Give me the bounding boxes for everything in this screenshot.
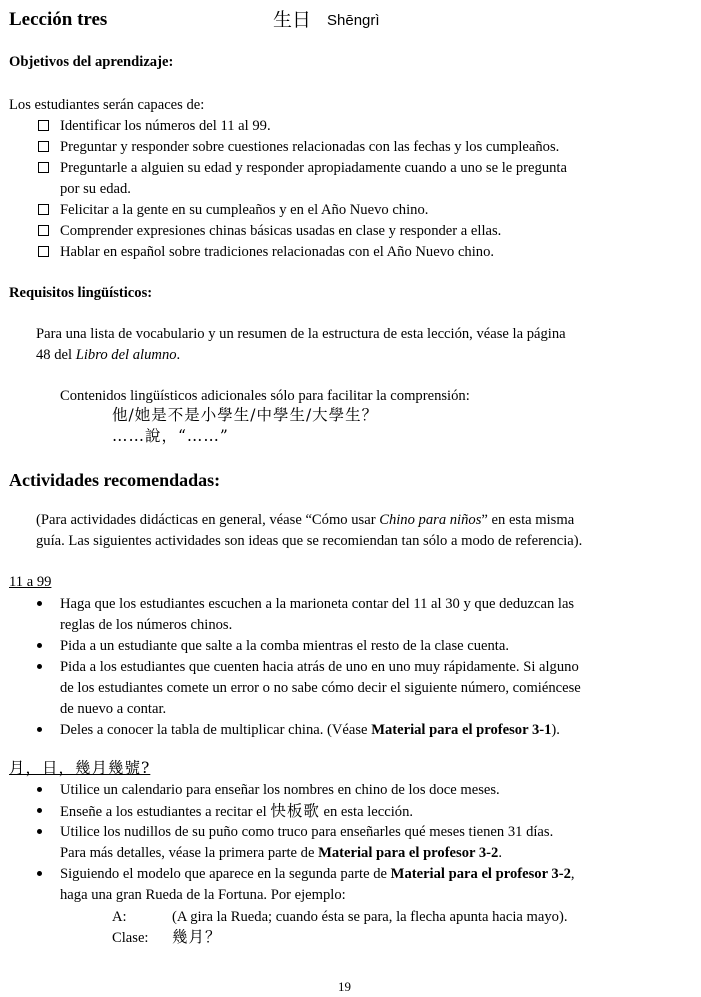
list-item-part: Deles a conocer la tabla de multiplicar china. (Véase <box>60 722 372 738</box>
list-item-part: en esta lección. <box>319 804 414 820</box>
bullet-icon <box>37 643 42 648</box>
list-item: Haga que los estudiantes escuchen a la marioneta contar del 11 al 30 y que deduzcan las <box>60 596 575 612</box>
bullet-icon <box>37 871 42 876</box>
extra-content-intro: Contenidos lingüísticos adicionales sólo para facilitar la comprensión: <box>60 388 470 404</box>
bullet-icon <box>37 787 42 792</box>
list-item-continued: de nuevo a contar. <box>60 701 167 717</box>
list-item: Utilice un calendario para enseñar los nombres en chino de los doce meses. <box>60 782 500 798</box>
section-dates-heading: 月，日，幾月幾號? <box>9 759 151 777</box>
list-item-part: ). <box>551 722 560 738</box>
list-item: Pida a los estudiantes que cuenten hacia atrás de uno en uno muy rápidamente. Si alguno <box>60 659 579 675</box>
bullet-icon <box>37 808 42 813</box>
material-reference: Material para el profesor 3-1 <box>371 722 552 738</box>
list-item-part: Siguiendo el modelo que aparece en la segunda parte de <box>60 866 391 882</box>
objective-item-continued: por su edad. <box>60 181 131 197</box>
objective-item: Preguntar y responder sobre cuestiones relacionadas con las fechas y los cumpleaños. <box>60 139 560 155</box>
dialog-line: (A gira la Rueda; cuando ésta se para, la flecha apunta hacia mayo). <box>172 909 568 925</box>
checkbox-icon <box>38 204 49 215</box>
lesson-title-chinese: 生日 <box>273 9 312 31</box>
list-item-part: Enseñe a los estudiantes a recitar el <box>60 804 271 820</box>
material-reference: Material para el profesor 3-2 <box>390 866 571 882</box>
list-item-part: Para más detalles, véase la primera parte de <box>60 845 319 861</box>
note-part: ” en esta misma <box>481 512 575 528</box>
note-part: (Para actividades didácticas en general, véase “Cómo usar <box>36 512 380 528</box>
checkbox-icon <box>38 162 49 173</box>
list-item-part: . <box>498 845 502 861</box>
extra-content-chinese: 他/她是不是小學生/中學生/大學生？ <box>112 406 379 424</box>
checkbox-icon <box>38 246 49 257</box>
list-item <box>60 864 575 884</box>
requisitos-text-line2 <box>36 345 180 365</box>
requisitos-heading: Requisitos lingüísticos: <box>9 285 153 301</box>
requisitos-text: Para una lista de vocabulario y un resumen de la estructura de esta lección, véase la página <box>36 326 566 342</box>
list-item-continued: de los estudiantes comete un error o no sabe cómo decir el siguiente número, comiéncese <box>60 680 581 696</box>
list-item <box>60 801 413 822</box>
objective-item: Hablar en español sobre tradiciones relacionadas con el Año Nuevo chino. <box>60 244 495 260</box>
bullet-icon <box>37 601 42 606</box>
actividades-note-line2: guía. Las siguientes actividades son ideas que se recomiendan tan sólo a modo de referencia). <box>36 533 583 549</box>
list-item-continued <box>60 843 502 863</box>
list-item-continued: haga una gran Rueda de la Fortuna. Por ejemplo: <box>60 887 346 903</box>
chinese-term: 快板歌 <box>270 802 320 820</box>
list-item <box>60 720 560 740</box>
list-item-continued: reglas de los números chinos. <box>60 617 233 633</box>
objective-item: Comprender expresiones chinas básicas usadas en clase y responder a ellas. <box>60 223 502 239</box>
checkbox-icon <box>38 120 49 131</box>
requisitos-text-part: . <box>176 347 181 363</box>
requisitos-text-part: 48 del <box>36 347 76 363</box>
list-item-part: , <box>570 866 575 882</box>
checkbox-icon <box>38 141 49 152</box>
bullet-icon <box>37 727 42 732</box>
checkbox-icon <box>38 225 49 236</box>
material-reference: Material para el profesor 3-2 <box>318 845 499 861</box>
book-title: Libro del alumno <box>75 347 177 363</box>
bullet-icon <box>37 664 42 669</box>
dialog-speaker: A: <box>112 909 127 925</box>
objectives-heading: Objetivos del aprendizaje: <box>9 54 174 70</box>
extra-content-chinese: ……說，“……” <box>112 427 229 445</box>
objective-item: Felicitar a la gente en su cumpleaños y en el Año Nuevo chino. <box>60 202 429 218</box>
list-item: Pida a un estudiante que salte a la comba mientras el resto de la clase cuenta. <box>60 638 509 654</box>
bullet-icon <box>37 829 42 834</box>
section-numbers-heading: 11 a 99 <box>9 574 52 590</box>
objective-item: Preguntarle a alguien su edad y responder apropiadamente cuando a uno se le pregunta <box>60 160 567 176</box>
dialog-speaker: Clase: <box>112 930 149 946</box>
lesson-title: Lección tres <box>9 9 108 30</box>
objective-item: Identificar los números del 11 al 99. <box>60 118 271 134</box>
book-title: Chino para niños <box>379 512 482 528</box>
actividades-note <box>36 510 574 530</box>
page-number: 19 <box>338 979 351 994</box>
dialog-line: 幾月？ <box>172 928 222 946</box>
objectives-intro: Los estudiantes serán capaces de: <box>9 97 205 113</box>
lesson-title-pinyin: Shēngrì <box>327 12 380 29</box>
actividades-heading: Actividades recomendadas: <box>9 470 221 490</box>
list-item: Utilice los nudillos de su puño como truco para enseñarles qué meses tienen 31 días. <box>60 824 554 840</box>
